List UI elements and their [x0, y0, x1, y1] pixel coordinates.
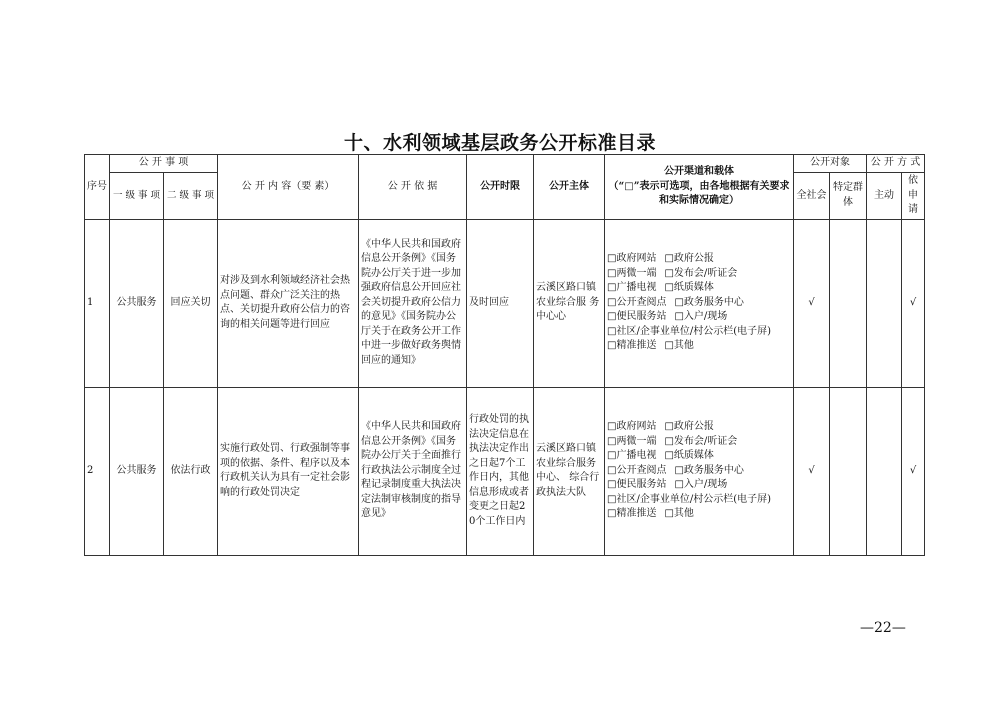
header-target-specific: 特定群体 [830, 173, 867, 220]
channel-option: □其他 [664, 508, 694, 520]
row-target-all: √ [794, 219, 830, 387]
channel-line [607, 325, 791, 340]
channel-option: □精准推送 [607, 340, 657, 352]
channel-option: □纸质媒体 [664, 450, 714, 462]
page-number: —22— [860, 620, 906, 636]
channel-option: □纸质媒体 [664, 282, 714, 294]
header-content: 公 开 内 容（要 素） [218, 155, 359, 220]
header-subject: 公开主体 [534, 155, 605, 220]
header-basis: 公 开 依 据 [359, 155, 467, 220]
header-target-all: 全社会 [794, 173, 830, 220]
channel-option: □政府网站 [607, 421, 657, 433]
row-channels [605, 387, 794, 555]
header-target-group: 公开对象 [794, 155, 867, 173]
channel-option: □社区/企事业单位/村公示栏(电子屏) [607, 493, 772, 505]
channel-line [607, 252, 791, 267]
table-row [85, 387, 925, 555]
row-content: 对涉及到水利领域经济社会热点问题、群众广泛关注的热点、关切提升政府公信力的咨询的相关问题等进行回应 [218, 219, 359, 387]
channel-line [607, 420, 791, 435]
row-basis: 《中华人民共和国政府信息公开条例》《国务院办公厅关于全面推行行政执法公示制度全过程记录制度重大执法决定法制审核制度的指导意见》 [359, 387, 467, 555]
row-level2: 回应关切 [164, 219, 218, 387]
row-mode-active [867, 387, 902, 555]
channel-option: □其他 [664, 340, 694, 352]
channel-line [607, 435, 791, 450]
row-target-specific [830, 387, 867, 555]
row-timelimit: 及时回应 [467, 219, 534, 387]
header-seq: 序号 [85, 155, 110, 220]
row-mode-request: √ [902, 219, 925, 387]
channel-line [607, 267, 791, 282]
channel-line [607, 281, 791, 296]
channel-option: □入户/现场 [674, 311, 728, 323]
header-items-group: 公 开 事 项 [110, 155, 218, 173]
channel-line [607, 493, 791, 508]
channel-option: □政府公报 [664, 253, 714, 265]
page-title: 十、水利领域基层政务公开标准目录 [343, 132, 656, 154]
header-mode-group: 公 开 方 式 [867, 155, 925, 173]
channel-option: □政务服务中心 [674, 464, 744, 476]
catalog-table [84, 154, 925, 556]
channel-line [607, 478, 791, 493]
row-subject: 云溪区路口镇农业综合服务中心、 综合行政执法大队 [534, 387, 605, 555]
row-target-all: √ [794, 387, 830, 555]
row-subject: 云溪区路口镇 农业综合服 务中心心 [534, 219, 605, 387]
channel-option: □发布会/听证会 [664, 435, 738, 447]
channel-option: □便民服务站 [607, 311, 667, 323]
channel-line [607, 464, 791, 479]
row-level1: 公共服务 [110, 219, 164, 387]
header-mode-active: 主动 [867, 173, 902, 220]
channel-option: □广播电视 [607, 450, 657, 462]
channel-line [607, 339, 791, 354]
header-row-1 [85, 155, 925, 173]
header-mode-request: 依申请 [902, 173, 925, 220]
row-seq: 1 [85, 219, 110, 387]
channel-option: □便民服务站 [607, 479, 667, 491]
channel-line [607, 310, 791, 325]
channel-option: □广播电视 [607, 282, 657, 294]
channel-option: □两微一端 [607, 435, 657, 447]
row-level2: 依法行政 [164, 387, 218, 555]
channel-option: □社区/企事业单位/村公示栏(电子屏) [607, 325, 772, 337]
header-level1: 一 级 事 项 [110, 173, 164, 220]
channel-option: □政务服务中心 [674, 296, 744, 308]
row-channels [605, 219, 794, 387]
row-content: 实施行政处罚、行政强制等事项的依据、条件、程序以及本行政机关认为具有一定社会影响的行政处罚决定 [218, 387, 359, 555]
header-channel [605, 155, 794, 220]
header-channel-note: （“□”表示可选项，由各地根据有关要求和实际情况确定） [608, 180, 790, 206]
row-basis: 《中华人民共和国政府信息公开条例》《国务院办公厅关于进一步加强政府信息公开回应社会关切提升政府公信力的意见》《国务院办公厅关于在政务公开工作中进一步做好政务舆情回应的通知》 [359, 219, 467, 387]
row-target-specific [830, 219, 867, 387]
row-mode-request: √ [902, 387, 925, 555]
table-row [85, 219, 925, 387]
channel-option: □政府公报 [664, 421, 714, 433]
channel-option: □两微一端 [607, 267, 657, 279]
row-mode-active [867, 219, 902, 387]
channel-line [607, 449, 791, 464]
channel-line [607, 296, 791, 311]
channel-option: □入户/现场 [674, 479, 728, 491]
channel-option: □政府网站 [607, 253, 657, 265]
channel-option: □公开查阅点 [607, 296, 667, 308]
row-level1: 公共服务 [110, 387, 164, 555]
channel-option: □公开查阅点 [607, 464, 667, 476]
row-timelimit: 行政处罚的执法决定信息在执法决定作出之日起7个工作日内，其他信息形成或者变更之日起20个工作日内 [467, 387, 534, 555]
header-level2: 二 级 事 项 [164, 173, 218, 220]
row-seq: 2 [85, 387, 110, 555]
channel-option: □精准推送 [607, 508, 657, 520]
header-timelimit: 公开时限 [467, 155, 534, 220]
header-channel-title: 公开渠道和载体 [664, 166, 735, 177]
channel-option: □发布会/听证会 [664, 267, 738, 279]
channel-line [607, 507, 791, 522]
